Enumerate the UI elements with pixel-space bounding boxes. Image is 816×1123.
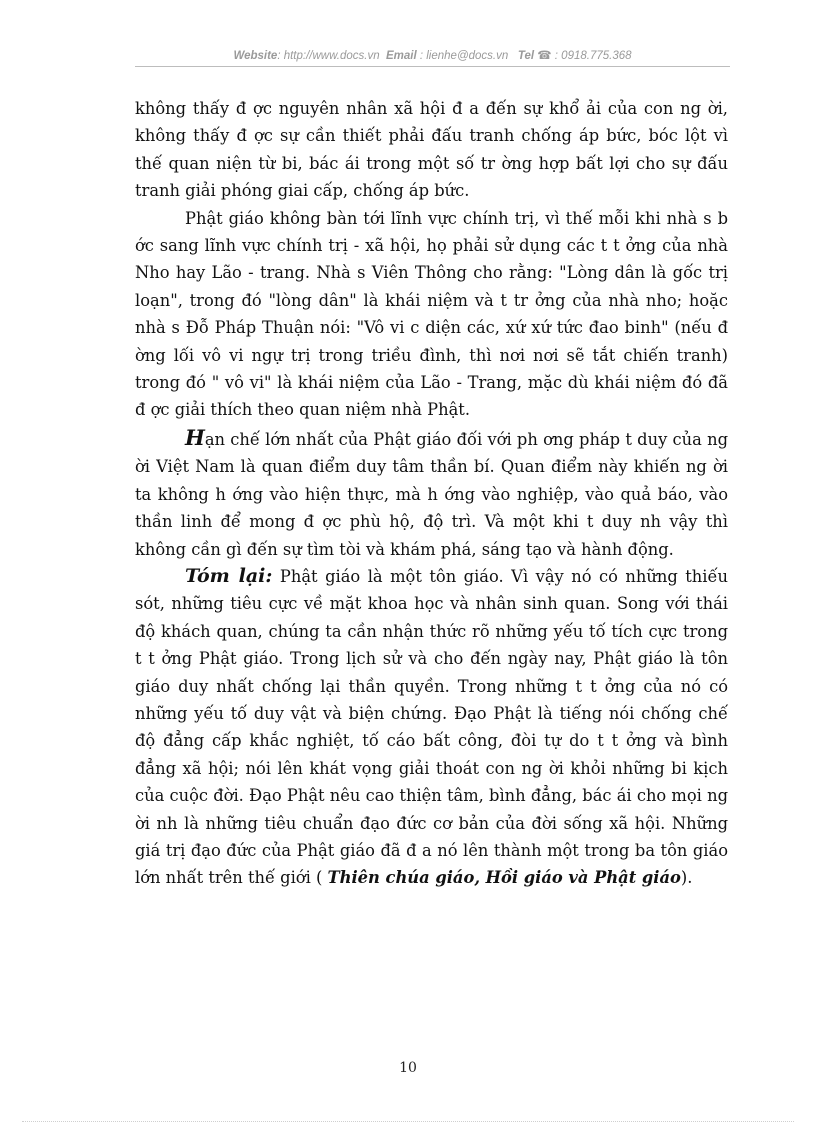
email-address: : lienhe@docs.vn <box>416 50 509 62</box>
paragraph-3-text: ạn chế lớn nhất của Phật giáo đối với ph ơng pháp t duy của ng ời Việt Nam là quan điểm duy tâm thần bí. Quan điểm này khiến ng ời ta không h ớng vào hiện thực, mà h ớng vào nghiệp, vào quả báo, vào thần linh để mong đ ợc phù hộ, độ trì. Và một khi t duy nh vậy thì không cần gì đến sự tìm tòi và khám phá, sáng tạo và hành động. <box>135 429 728 559</box>
website-url: : http://www.docs.vn <box>277 50 380 62</box>
religions-emphasis: Thiên chúa giáo, Hồi giáo và Phật giáo <box>327 868 681 888</box>
page-number: 10 <box>399 1060 417 1076</box>
website-label: Website <box>233 50 278 62</box>
paragraph-4 <box>135 563 728 892</box>
document-body <box>135 95 728 892</box>
paragraph-4-end: ). <box>680 868 693 888</box>
paragraph-2: Phật giáo không bàn tới lĩnh vực chính trị, vì thế mỗi khi nhà s b ớc sang lĩnh vực chính trị - xã hội, họ phải sử dụng các t t ởng của nhà Nho hay Lão - trang. Nhà s Viên Thông cho rằng: "Lòng dân là gốc trị loạn", trong đó "lòng dân" là khái niệm và t tr ởng của nhà nho; hoặc nhà s Đỗ Pháp Thuận nói: "Vô vi c diện các, xứ xứ tức đao binh" (nếu đ ờng lối vô vi ngự trị trong triều đình, thì nơi nơi sẽ tắt chiến tranh) trong đó " vô vi" là khái niệm của Lão - Trang, mặc dù khái niệm đó đã đ ợc giải thích theo quan niệm nhà Phật. <box>135 208 728 420</box>
paragraph-3-dropcap: H <box>185 424 205 450</box>
email-label: Email <box>385 50 417 62</box>
tel-label: Tel <box>517 50 535 62</box>
paragraph-3 <box>135 424 728 563</box>
tel-number: : 0918.775.368 <box>554 50 632 62</box>
page-bottom-border <box>22 1121 794 1122</box>
summary-lead: Tóm lại: <box>185 564 273 587</box>
header-divider <box>135 66 730 67</box>
phone-icon: ☎ <box>537 50 552 62</box>
page-header <box>135 48 730 62</box>
paragraph-1: không thấy đ ợc nguyên nhân xã hội đ a đến sự khổ ải của con ng ời, không thấy đ ợc sự cần thiết phải đấu tranh chống áp bức, bóc lột vì thế quan niện từ bi, bác ái trong một số tr ờng hợp bất lợi cho sự đấu tranh giải phóng giai cấp, chống áp bức. <box>135 99 728 201</box>
paragraph-4-text: Phật giáo là một tôn giáo. Vì vậy nó có những thiếu sót, những tiêu cực về mặt khoa học và nhân sinh quan. Song với thái độ khách quan, chúng ta cần nhận thức rõ những yếu tố tích cực trong t t ởng Phật giáo. Trong lịch sử và cho đến ngày nay, Phật giáo là tôn giáo duy nhất chống lại thần quyền. Trong những t t ởng của nó có những yếu tố duy vật và biện chứng. Đạo Phật là tiếng nói chống chế độ đẳng cấp khắc nghiệt, tố cáo bất công, đòi tự do t t ởng và bình đẳng xã hội; nói lên khát vọng giải thoát con ng ời khỏi những bi kịch của cuộc đời. Đạo Phật nêu cao thiện tâm, bình đẳng, bác ái cho mọi ng ời nh là những tiêu chuẩn đạo đức cơ bản của đời sống xã hội. Những giá trị đạo đức của Phật giáo đã đ a nó lên thành một trong ba tôn giáo lớn nhất trên thế giới ( <box>135 566 728 888</box>
